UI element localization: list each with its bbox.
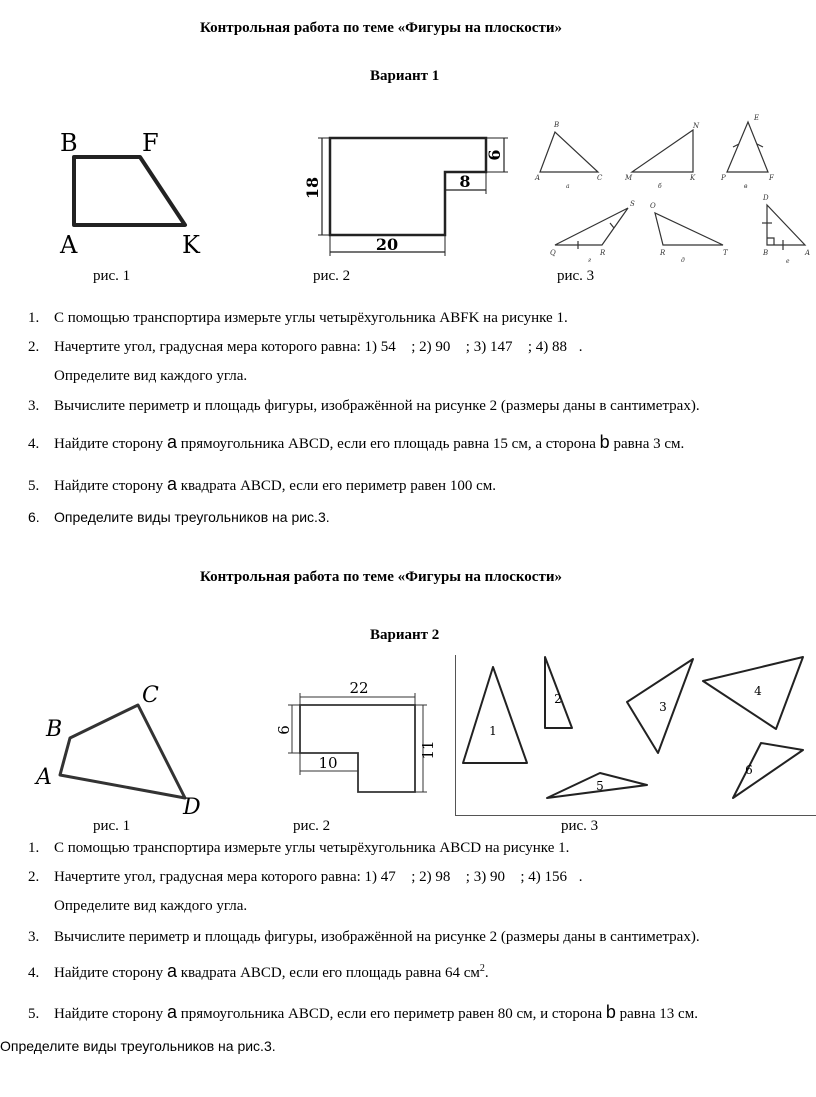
v1-fig3-label-a2: A bbox=[805, 249, 811, 257]
v2-task-2-cont: Определите вид каждого угла. bbox=[54, 898, 248, 914]
v1-fig3-label-k: K bbox=[690, 174, 696, 182]
v2-variant: Вариант 2 bbox=[370, 627, 440, 643]
v1-fig3-label-o: O bbox=[650, 202, 656, 210]
v2-fig1-caption: рис. 1 bbox=[93, 818, 131, 834]
v1-task-2-cont: Определите вид каждого угла. bbox=[54, 368, 248, 384]
v1-task-1: 1. С помощью транспортира измерьте углы четырёхугольника ABFK на рисунке 1. bbox=[28, 310, 568, 326]
v1-fig2-caption: рис. 2 bbox=[313, 268, 351, 284]
v2-fig2-dim-22: 22 bbox=[349, 679, 369, 697]
v2-fig2-dim-11: 11 bbox=[419, 740, 437, 760]
v1-fig1-label-b: B bbox=[60, 129, 78, 157]
v2-fig3-caption: рис. 3 bbox=[561, 818, 599, 834]
v1-fig3-label-r2: R bbox=[660, 249, 666, 257]
v1-fig3-label-c: C bbox=[597, 174, 603, 182]
v1-fig3-sub-d: д bbox=[681, 257, 685, 264]
v2-fig3 bbox=[455, 655, 816, 817]
v1-fig3-label-b2: B bbox=[763, 249, 769, 257]
v2-fig2-caption: рис. 2 bbox=[293, 818, 331, 834]
v1-fig1 bbox=[50, 125, 220, 260]
v1-fig3-label-b: B bbox=[554, 121, 560, 129]
v2-task-5: 5. Найдите сторону а прямоугольника ABCD, если его периметр равен 80 см, и сторона b равна 13 см. bbox=[28, 1002, 698, 1022]
v1-fig3-sub-g: г bbox=[588, 257, 592, 264]
v2-fig1-label-a: A bbox=[36, 765, 52, 790]
v1-fig3-label-s: S bbox=[630, 200, 635, 208]
v1-fig3-sub-v: в bbox=[744, 183, 748, 190]
v1-fig3-label-d: D bbox=[763, 194, 769, 202]
v2-fig1 bbox=[30, 680, 220, 820]
v1-title: Контрольная работа по теме «Фигуры на плоскости» bbox=[200, 20, 562, 36]
v1-fig3-label-p: P bbox=[721, 174, 726, 182]
v1-fig3-label-q: Q bbox=[550, 249, 556, 257]
v1-fig2-dim-8: 8 bbox=[459, 172, 471, 191]
v2-fig3-label-2: 2 bbox=[554, 692, 562, 706]
v2-task-2: 2. Начертите угол, градусная мера которого равна: 1) 47 ; 2) 98 ; 3) 90 ; 4) 156 . bbox=[28, 869, 540, 885]
v2-task-1: 1. С помощью транспортира измерьте углы четырёхугольника ABCD на рисунке 1. bbox=[28, 840, 570, 856]
v2-fig3-label-3: 3 bbox=[659, 700, 667, 714]
v1-task-5: 5. Найдите сторону а квадрата ABCD, если его периметр равен 100 см. bbox=[28, 474, 496, 494]
v2-fig1-label-c: C bbox=[142, 683, 159, 708]
v1-task-2: 2. Начертите угол, градусная мера которого равна: 1) 54 ; 2) 90 ; 3) 147 ; 4) 88 . bbox=[28, 339, 540, 355]
v1-fig2-dim-20: 20 bbox=[375, 235, 399, 254]
v2-fig1-label-d: D bbox=[183, 795, 201, 820]
v2-title: Контрольная работа по теме «Фигуры на плоскости» bbox=[200, 569, 562, 585]
v1-variant: Вариант 1 bbox=[370, 68, 440, 84]
v1-fig1-label-k: K bbox=[182, 231, 200, 259]
v2-final-task: Определите виды треугольников на рис.3. bbox=[0, 1038, 276, 1054]
v1-fig3 bbox=[530, 110, 816, 270]
v2-fig1-label-b: B bbox=[46, 717, 63, 742]
v1-fig1-label-a: A bbox=[60, 231, 78, 259]
v1-task-6: 6. Определите виды треугольников на рис.3. bbox=[28, 509, 330, 525]
v1-task-3: 3. Вычислите периметр и площадь фигуры, изображённой на рисунке 2 (размеры даны в сантиметрах). bbox=[28, 398, 700, 414]
v1-fig2-dim-18: 18 bbox=[303, 176, 322, 200]
v2-fig2-dim-10: 10 bbox=[318, 754, 338, 772]
v1-task-4: 4. Найдите сторону а прямоугольника ABCD, если его площадь равна 15 см, а сторона b равна 3 см. bbox=[28, 432, 685, 452]
v1-fig3-label-a: A bbox=[535, 174, 541, 182]
v2-fig3-label-1: 1 bbox=[489, 724, 497, 738]
v1-fig3-label-r: R bbox=[600, 249, 606, 257]
v1-fig3-label-f: F bbox=[769, 174, 774, 182]
v1-fig3-sub-e: е bbox=[786, 258, 790, 265]
v1-fig3-sub-b: б bbox=[658, 183, 662, 190]
v1-fig2 bbox=[300, 130, 525, 265]
v2-fig2 bbox=[275, 675, 450, 805]
v2-fig3-label-4: 4 bbox=[754, 684, 762, 698]
v1-fig3-label-e: E bbox=[754, 114, 760, 122]
v1-fig2-dim-6: 6 bbox=[485, 149, 504, 161]
v1-fig3-label-n: N bbox=[693, 122, 700, 130]
v2-task-4: 4. Найдите сторону а квадрата ABCD, если его площадь равна 64 $см^2$. bbox=[28, 961, 489, 981]
v1-fig1-caption: рис. 1 bbox=[93, 268, 131, 284]
v1-fig3-sub-a: а bbox=[566, 183, 570, 190]
v2-fig3-label-5: 5 bbox=[596, 779, 604, 793]
v2-task-3: 3. Вычислите периметр и площадь фигуры, изображённой на рисунке 2 (размеры даны в сантиметрах). bbox=[28, 929, 700, 945]
v1-fig3-caption: рис. 3 bbox=[557, 268, 595, 284]
v1-fig3-label-t: T bbox=[723, 249, 728, 257]
v1-fig3-label-m: M bbox=[625, 174, 633, 182]
v2-fig3-label-6: 6 bbox=[745, 763, 753, 777]
v2-fig2-dim-6: 6 bbox=[275, 725, 293, 735]
v1-fig1-label-f: F bbox=[142, 129, 159, 157]
